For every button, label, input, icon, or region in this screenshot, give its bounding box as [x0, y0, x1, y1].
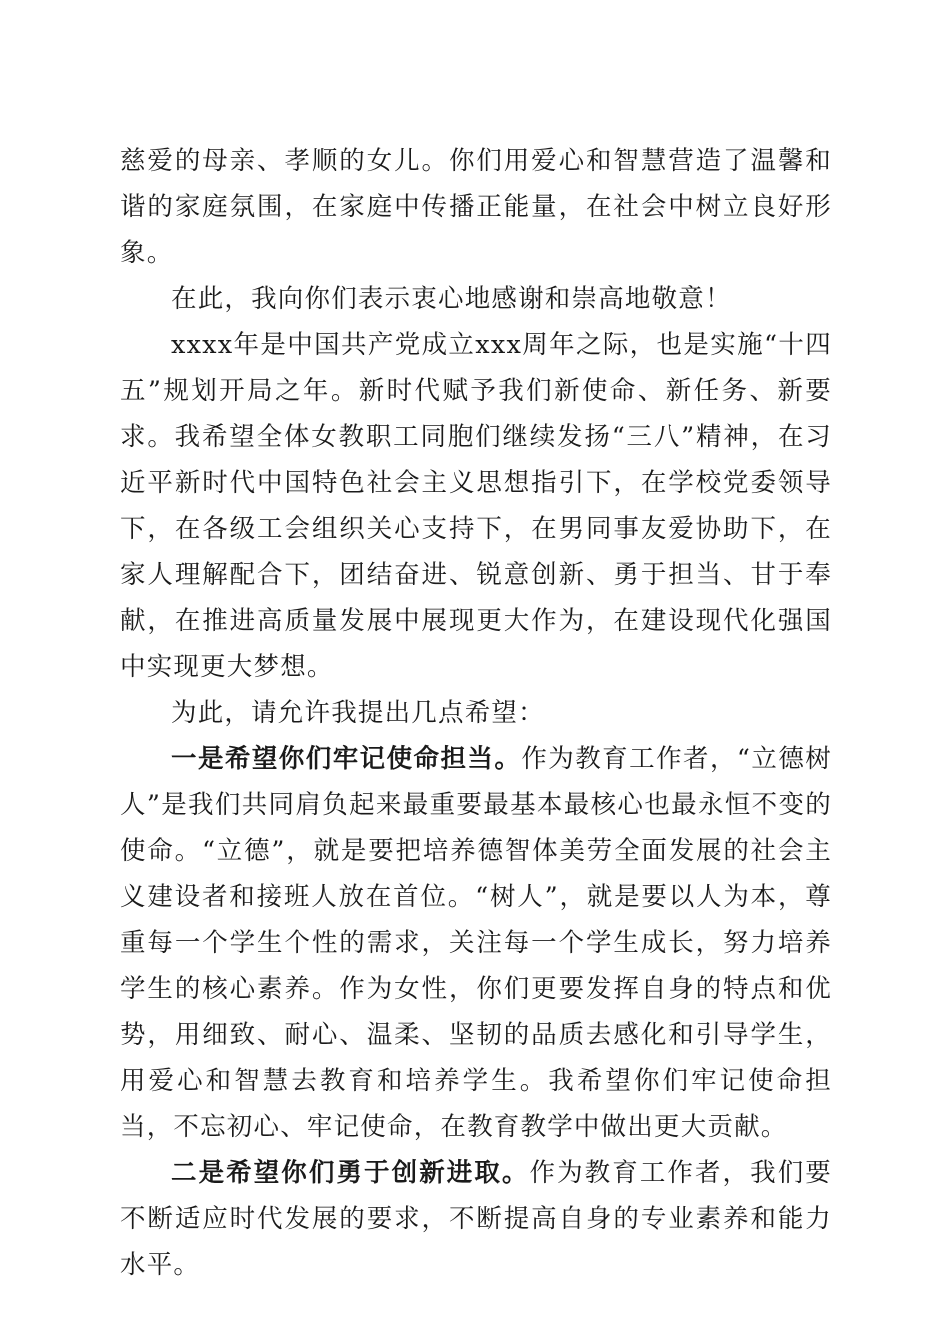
paragraph-text: 作为教育工作者，“立德树人”是我们共同肩负起来最重要最基本最核心也最永恒不变的使命。“立德”，就是要把培养德智体美劳全面发展的社会主义建设者和接班人放在首位。“树人”，就是要以人为本，尊重每一个学生个性的需求，关注每一个学生成长，努力培养学生的核心素养。作为女性，你们更要发挥自身的特点和优势，用细致、耐心、温柔、坚韧的品质去感化和引导学生，用爱心和智慧去教育和培养学生。我希望你们牢记使命担当，不忘初心、牢记使命，在教育教学中做出更大贡献。: [120, 744, 832, 1142]
paragraph-hope-one: [120, 736, 832, 1150]
paragraph-lead-heading: 二是希望你们勇于创新进取。: [171, 1158, 530, 1188]
paragraph-hopes-intro: [120, 690, 832, 736]
paragraph-text: 为此，请允许我提出几点希望：: [171, 698, 545, 728]
paragraph-hope-two: [120, 1150, 832, 1288]
paragraph-text: xxxx年是中国共产党成立xxx周年之际，也是实施“十四五”规划开局之年。新时代赋予我们新使命、新任务、新要求。我希望全体女教职工同胞们继续发扬“三八”精神，在习近平新时代中国特色社会主义思想指引下，在学校党委领导下，在各级工会组织关心支持下，在男同事友爱协助下，在家人理解配合下，团结奋进、锐意创新、勇于担当、甘于奉献，在推进高质量发展中展现更大作为，在建设现代化强国中实现更大梦想。: [120, 330, 832, 682]
document-body: [120, 138, 832, 1288]
paragraph-new-era: [120, 322, 832, 690]
paragraph-text: 作为教育工作者，我们要不断适应时代发展的要求，不断提高自身的专业素养和能力水平。: [120, 1158, 832, 1280]
paragraph-lead-heading: 一是希望你们牢记使命担当。: [171, 744, 522, 774]
paragraph-continuation: [120, 138, 832, 276]
paragraph-thanks: [120, 276, 832, 322]
paragraph-text: 慈爱的母亲、孝顺的女儿。你们用爱心和智慧营造了温馨和谐的家庭氛围，在家庭中传播正能量，在社会中树立良好形象。: [120, 146, 832, 268]
paragraph-text: 在此，我向你们表示衷心地感谢和崇高地敬意！: [171, 284, 732, 314]
